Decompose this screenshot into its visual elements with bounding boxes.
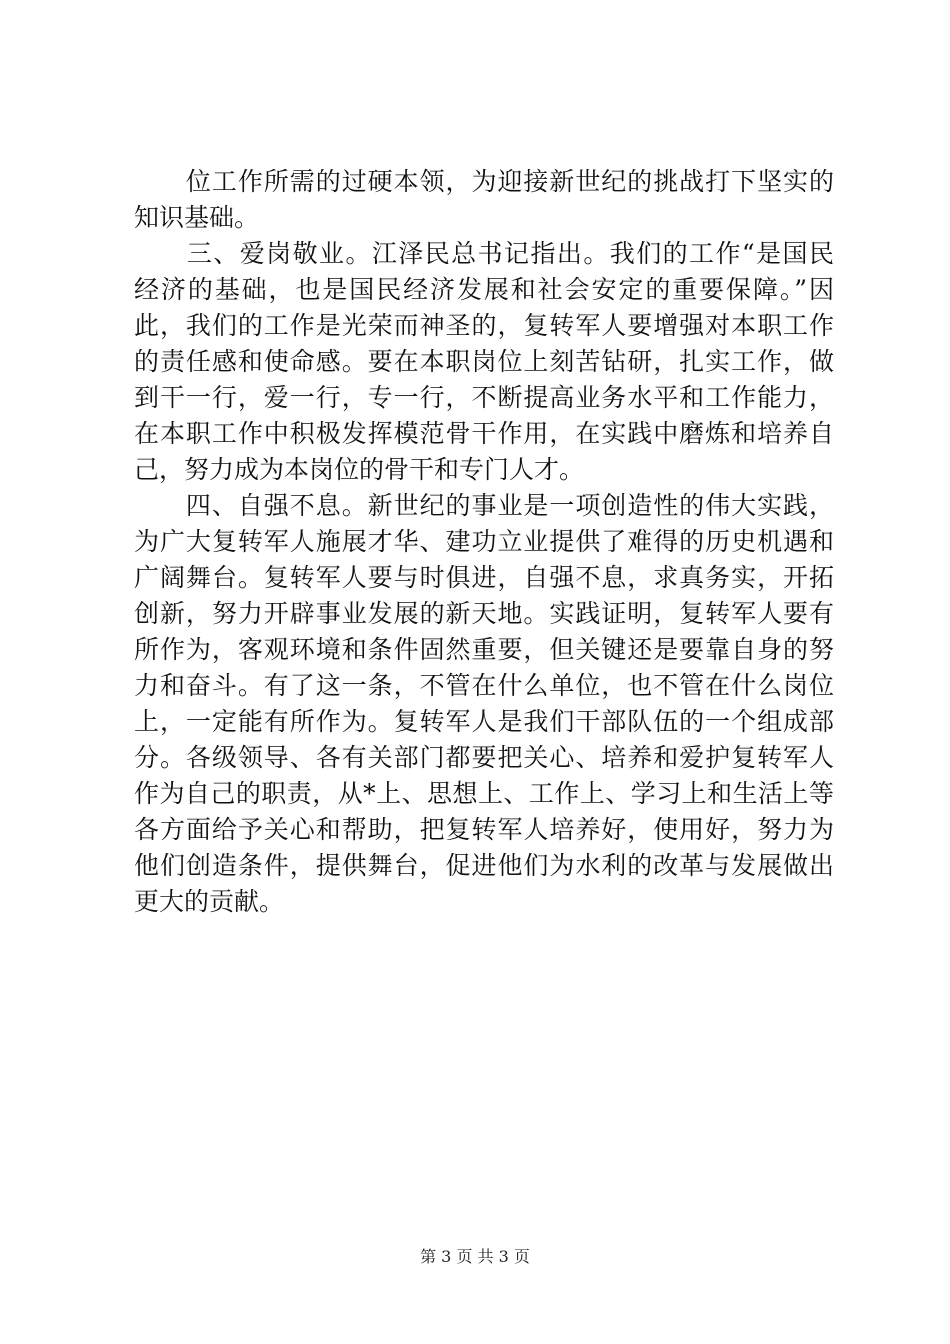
- text-line: 在本职工作中积极发挥模范骨干作用，在实践中磨炼和培养自: [134, 419, 834, 448]
- text-line: 更大的贡献。: [134, 887, 285, 916]
- text-line: 四、自强不息。新世纪的事业是一项创造性的伟大实践，: [134, 491, 834, 520]
- text-line: 力和奋斗。有了这一条，不管在什么单位，也不管在什么岗位: [134, 671, 834, 700]
- text-line: 作为自己的职责，从*上、思想上、工作上、学习上和生活上等: [134, 779, 834, 808]
- text-line: 到干一行，爱一行，专一行，不断提高业务水平和工作能力，: [134, 383, 834, 412]
- document-body: [134, 164, 834, 920]
- text-line: 的责任感和使命感。要在本职岗位上刻苦钻研，扎实工作，做: [134, 347, 834, 376]
- text-line: 所作为，客观环境和条件固然重要，但关键还是要靠自身的努: [134, 635, 834, 664]
- text-line: 为广大复转军人施展才华、建功立业提供了难得的历史机遇和: [134, 527, 834, 556]
- text-line: 知识基础。: [134, 203, 260, 232]
- text-line: 三、爱岗敬业。江泽民总书记指出。我们的工作“是国民: [134, 239, 834, 268]
- text-line: 此，我们的工作是光荣而神圣的，复转军人要增强对本职工作: [134, 311, 834, 340]
- text-line: 各方面给予关心和帮助，把复转军人培养好，使用好，努力为: [134, 815, 834, 844]
- text-line: 经济的基础，也是国民经济发展和社会安定的重要保障。”因: [134, 275, 834, 304]
- text-line: 创新，努力开辟事业发展的新天地。实践证明，复转军人要有: [134, 599, 834, 628]
- page-number-footer: 第 3 页 共 3 页: [420, 1247, 530, 1266]
- text-line: 他们创造条件，提供舞台，促进他们为水利的改革与发展做出: [134, 851, 834, 880]
- text-line: 广阔舞台。复转军人要与时俱进，自强不息，求真务实，开拓: [134, 563, 834, 592]
- text-line: 分。各级领导、各有关部门都要把关心、培养和爱护复转军人: [134, 743, 834, 772]
- text-line: 位工作所需的过硬本领，为迎接新世纪的挑战打下坚实的: [134, 167, 834, 196]
- text-line: 上，一定能有所作为。复转军人是我们干部队伍的一个组成部: [134, 707, 834, 736]
- text-line: 己，努力成为本岗位的骨干和专门人才。: [134, 455, 585, 484]
